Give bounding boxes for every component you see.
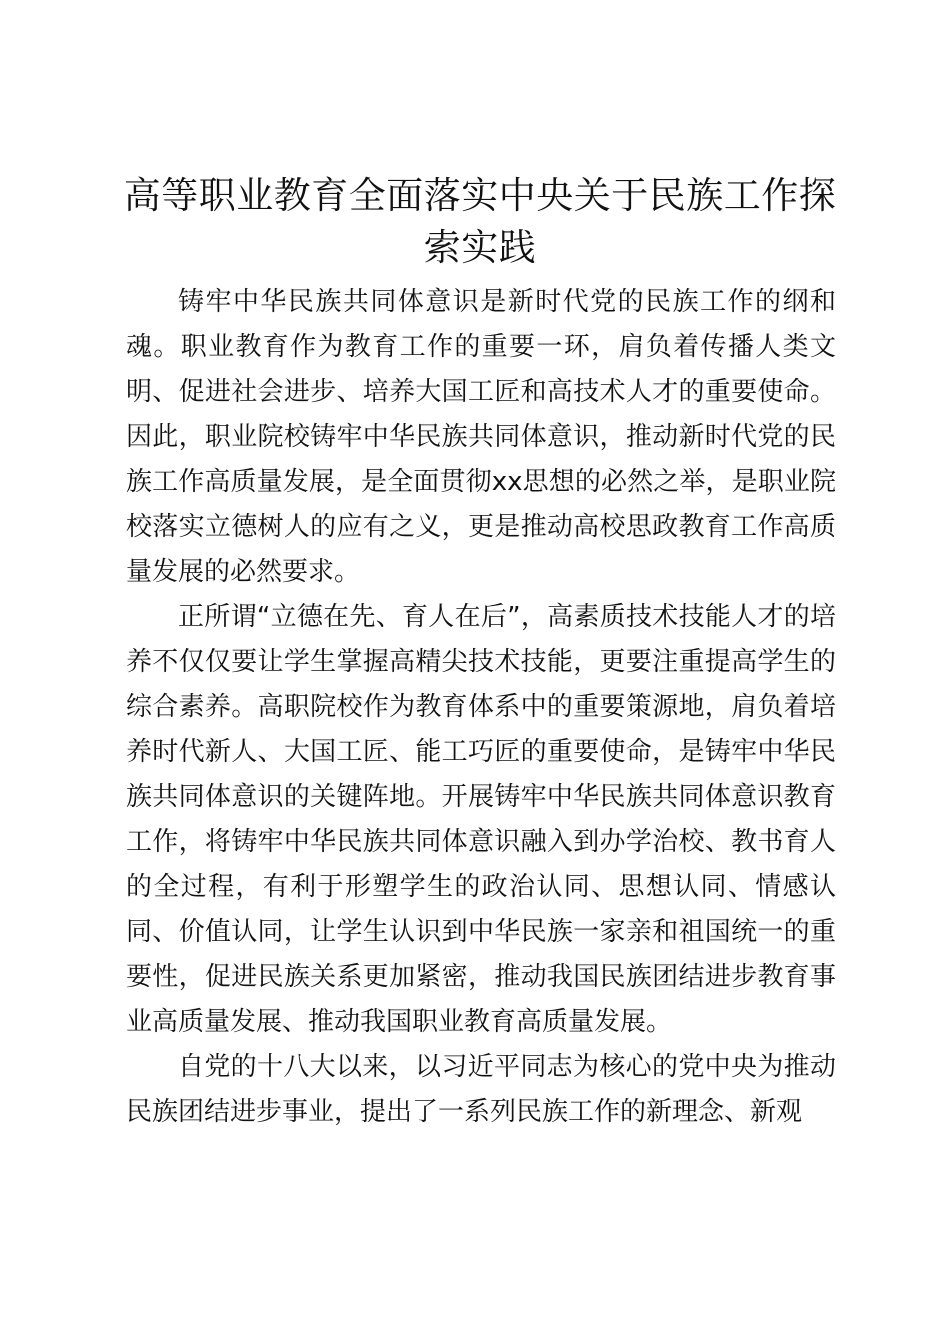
paragraph: 铸牢中华民族共同体意识是新时代党的民族工作的纲和魂。职业教育作为教育工作的重要一环，肩负着传播人类文明、促进社会进步、培养大国工匠和高技术人才的重要使命。因此，职业院校铸牢中华民族共同体意识，推动新时代党的民族工作高质量发展，是全面贯彻xx思想的必然之举，是职业院校落实立德树人的应有之义，更是推动高校思政教育工作高质量发展的必然要求。 <box>126 287 836 587</box>
paragraph: 自党的十八大以来，以习近平同志为核心的党中央为推动民族团结进步事业，提出了一系列民族工作的新理念、新观 <box>126 1052 836 1127</box>
paragraph: 正所谓“立德在先、育人在后”，高素质技术技能人才的培养不仅仅要让学生掌握高精尖技术技能，更要注重提高学生的综合素养。高职院校作为教育体系中的重要策源地，肩负着培养时代新人、大国工匠、能工巧匠的重要使命，是铸牢中华民族共同体意识的关键阵地。开展铸牢中华民族共同体意识教育工作，将铸牢中华民族共同体意识融入到办学治校、教书育人的全过程，有利于形塑学生的政治认同、思想认同、情感认同、价值认同，让学生认识到中华民族一家亲和祖国统一的重要性，促进民族关系更加紧密，推动我国民族团结进步教育事业高质量发展、推动我国职业教育高质量发展。 <box>126 602 836 1037</box>
document-title: 高等职业教育全面落实中央关于民族工作探索实践 <box>123 174 837 269</box>
document-body <box>126 280 836 1135</box>
